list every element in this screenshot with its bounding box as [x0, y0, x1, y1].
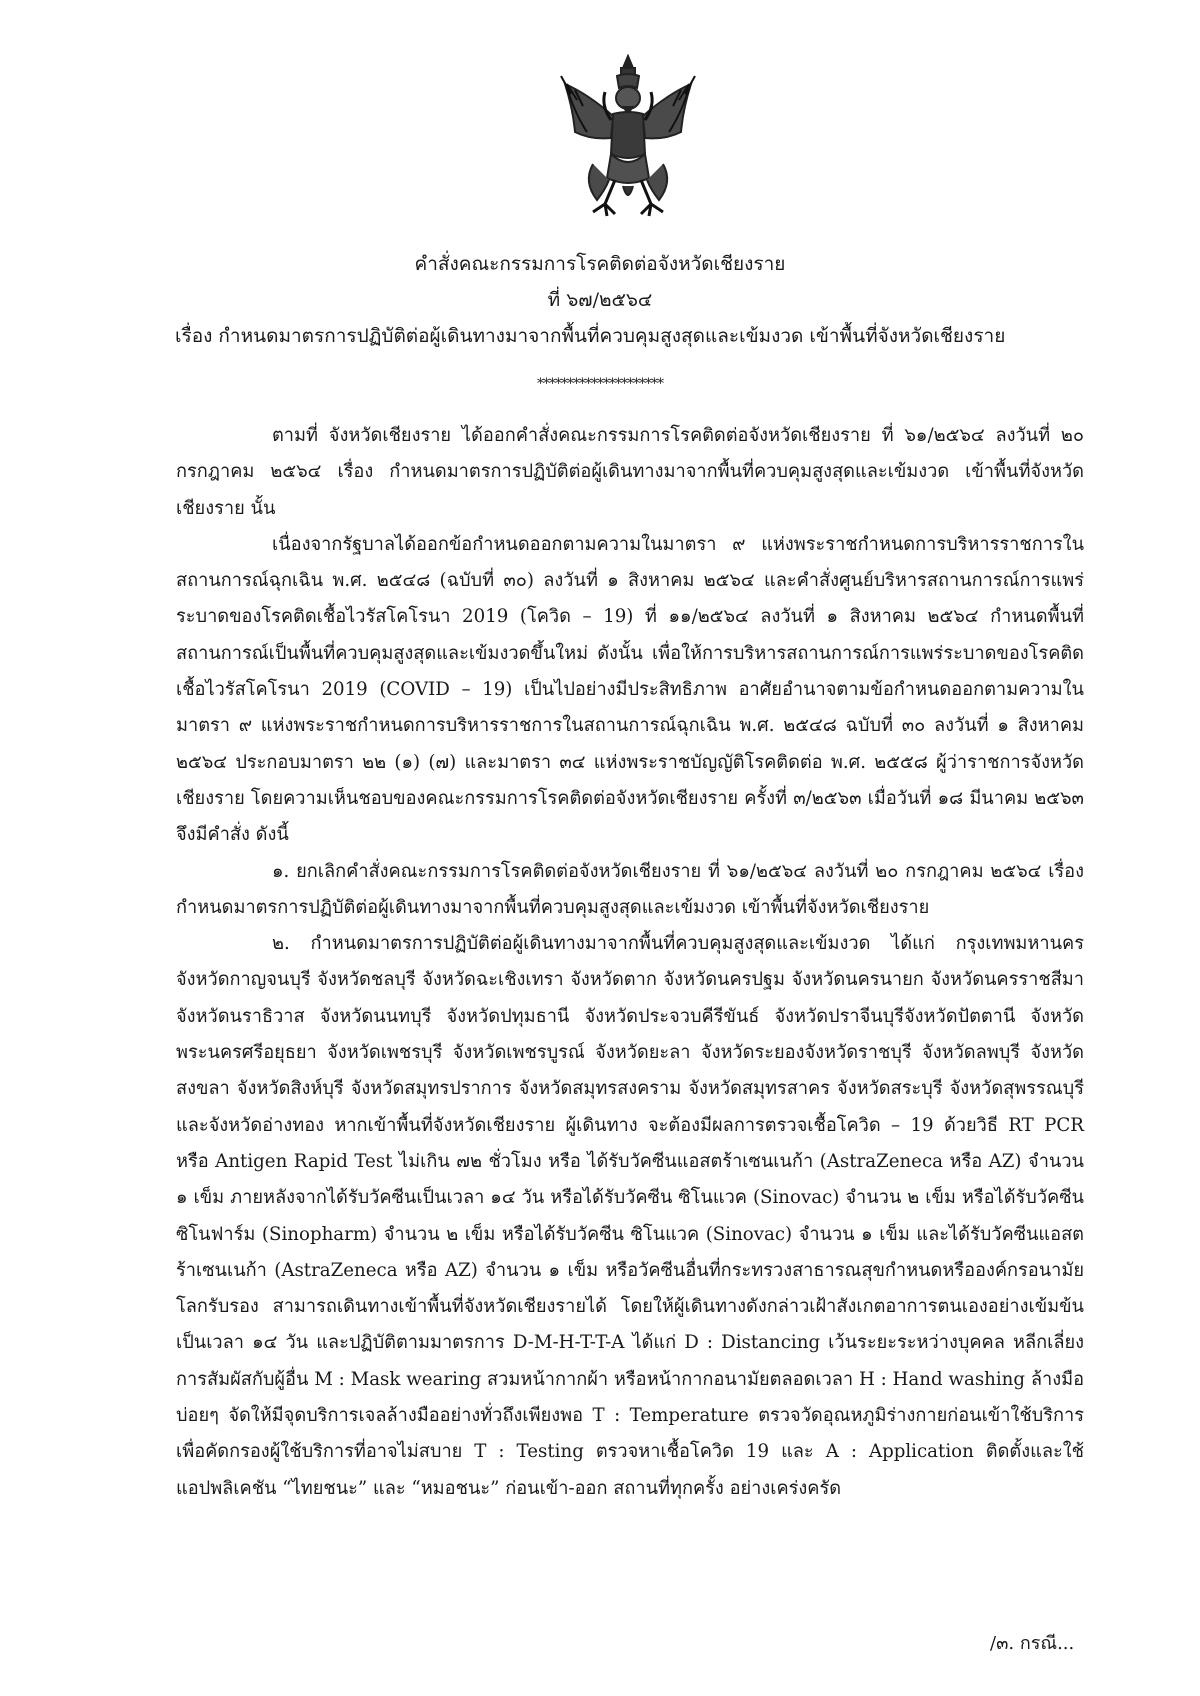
paragraph-legal-basis: เนื่องจากรัฐบาลได้ออกข้อกำหนดออกตามความในมาตรา ๙ แห่งพระราชกำหนดการบริหารราชการในสถานการณ์ฉุกเฉิน พ.ศ. ๒๕๔๘ (ฉบับที่ ๓๐) ลงวันที่ ๑ สิงหาคม ๒๕๖๔ และคำสั่งศูนย์บริหารสถานการณ์การแพร่ระบาดของโรคติดเชื้อไวรัสโคโรนา 2019 (โควิด – 19) ที่ ๑๑/๒๕๖๔ ลงวันที่ ๑ สิงหาคม ๒๕๖๔ กำหนดพื้นที่สถานการณ์เป็นพื้นที่ควบคุมสูงสุดและเข้มงวดขึ้นใหม่ ดังนั้น เพื่อให้การบริหารสถานการณ์การแพร่ระบาดของโรคติดเชื้อไวรัสโคโรนา 2019 (COVID – 19) เป็นไปอย่างมีประสิทธิภาพ อาศัยอำนาจตามข้อกำหนดออกตามความในมาตรา ๙ แห่งพระราชกำหนดการบริหารราชการในสถานการณ์ฉุกเฉิน พ.ศ. ๒๕๔๘ ฉบับที่ ๓๐ ลงวันที่ ๑ สิงหาคม ๒๕๖๔ ประกอบมาตรา ๒๒ (๑) (๗) และมาตรา ๓๔ แห่งพระราชบัญญัติโรคติดต่อ พ.ศ. ๒๕๕๘ ผู้ว่าราชการจังหวัดเชียงราย โดยความเห็นชอบของคณะกรรมการโรคติดต่อจังหวัดเชียงราย ครั้งที่ ๓/๒๕๖๓ เมื่อวันที่ ๑๘ มีนาคม ๒๕๖๓ จึงมีคำสั่ง ดังนี้ — [176, 533, 1084, 846]
document-header — [150, 246, 1050, 354]
order-number: ที่ ๖๗/๒๕๖๔ — [547, 289, 653, 311]
separator-line: ********************* — [537, 376, 663, 392]
order-item-1: ๑. ยกเลิกคำสั่งคณะกรรมการโรคติดต่อจังหวัดเชียงราย ที่ ๖๑/๒๕๖๔ ลงวันที่ ๒๐ กรกฎาคม ๒๕๖๔ เรื่อง กำหนดมาตรการปฏิบัติต่อผู้เดินทางมาจากพื้นที่ควบคุมสูงสุดและเข้มงวด เข้าพื้นที่จังหวัดเชียงราย — [176, 860, 1084, 918]
document-subject: เรื่อง กำหนดมาตรการปฏิบัติต่อผู้เดินทางมาจากพื้นที่ควบคุมสูงสุดและเข้มงวด เข้าพื้นที่จังหวัดเชียงราย — [175, 325, 1006, 347]
paragraph-reference: ตามที่ จังหวัดเชียงราย ได้ออกคำสั่งคณะกรรมการโรคติดต่อจังหวัดเชียงราย ที่ ๖๑/๒๕๖๔ ลงวันที่ ๒๐ กรกฎาคม ๒๕๖๔ เรื่อง กำหนดมาตรการปฏิบัติต่อผู้เดินทางมาจากพื้นที่ควบคุมสูงสุดและเข้มงวด เข้าพื้นที่จังหวัดเชียงราย นั้น — [176, 425, 1084, 519]
document-body — [176, 418, 1084, 1507]
order-item-2: ๒. กำหนดมาตรการปฏิบัติต่อผู้เดินทางมาจากพื้นที่ควบคุมสูงสุดและเข้มงวด ได้แก่ กรุงเทพมหานครจังหวัดกาญจนบุรี จังหวัดชลบุรี จังหวัดฉะเชิงเทรา จังหวัดตาก จังหวัดนครปฐม จังหวัดนครนายก จังหวัดนครราชสีมา จังหวัดนราธิวาส จังหวัดนนทบุรี จังหวัดปทุมธานี จังหวัดประจวบคีรีขันธ์ จังหวัดปราจีนบุรีจังหวัดปัตตานี จังหวัดพระนครศรีอยุธยา จังหวัดเพชรบุรี จังหวัดเพชรบูรณ์ จังหวัดยะลา จังหวัดระยองจังหวัดราชบุรี จังหวัดลพบุรี จังหวัดสงขลา จังหวัดสิงห์บุรี จังหวัดสมุทรปราการ จังหวัดสมุทรสงคราม จังหวัดสมุทรสาคร จังหวัดสระบุรี จังหวัดสุพรรณบุรี และจังหวัดอ่างทอง หากเข้าพื้นที่จังหวัดเชียงราย ผู้เดินทาง จะต้องมีผลการตรวจเชื้อโควิด – 19 ด้วยวิธี RT PCR หรือ Antigen Rapid Test ไม่เกิน ๗๒ ชั่วโมง หรือ ได้รับวัคซีนแอสตร้าเซนเนก้า (AstraZeneca หรือ AZ) จำนวน ๑ เข็ม ภายหลังจากได้รับวัคซีนเป็นเวลา ๑๔ วัน หรือได้รับวัคซีน ซิโนแวค (Sinovac) จำนวน ๒ เข็ม หรือได้รับวัคซีนซิโนฟาร์ม (Sinopharm) จำนวน ๒ เข็ม หรือได้รับวัคซีน ซิโนแวค (Sinovac) จำนวน ๑ เข็ม และได้รับวัคซีนแอสตร้าเซนเนก้า (AstraZeneca หรือ AZ) จำนวน ๑ เข็ม หรือวัคซีนอื่นที่กระทรวงสาธารณสุขกำหนดหรือองค์กรอนามัยโลกรับรอง สามารถเดินทางเข้าพื้นที่จังหวัดเชียงรายได้ โดยให้ผู้เดินทางดังกล่าวเฝ้าสังเกตอาการตนเองอย่างเข้มข้น เป็นเวลา ๑๔ วัน และปฏิบัติตามมาตรการ D-M-H-T-T-A ได้แก่ D : Distancing เว้นระยะระหว่างบุคคล หลีกเลี่ยงการสัมผัสกับผู้อื่น M : Mask wearing สวมหน้ากากผ้า หรือหน้ากากอนามัยตลอดเวลา H : Hand washing ล้างมือบ่อยๆ จัดให้มีจุดบริการเจลล้างมืออย่างทั่วถึงเพียงพอ T : Temperature ตรวจวัดอุณหภูมิร่างกายก่อนเข้าใช้บริการ เพื่อคัดกรองผู้ใช้บริการที่อาจไม่สบาย T : Testing ตรวจหาเชื้อโควิด 19 และ A : Application ติดตั้งและใช้แอปพลิเคชัน “ไทยชนะ” และ “หมอชนะ” ก่อนเข้า-ออก สถานที่ทุกครั้ง อย่างเคร่งครัด — [176, 933, 1084, 1499]
document-title: คำสั่งคณะกรรมการโรคติดต่อจังหวัดเชียงราย — [414, 253, 786, 275]
page-continuation: /๓. กรณี... — [990, 1633, 1075, 1654]
garuda-emblem-icon — [553, 54, 703, 224]
